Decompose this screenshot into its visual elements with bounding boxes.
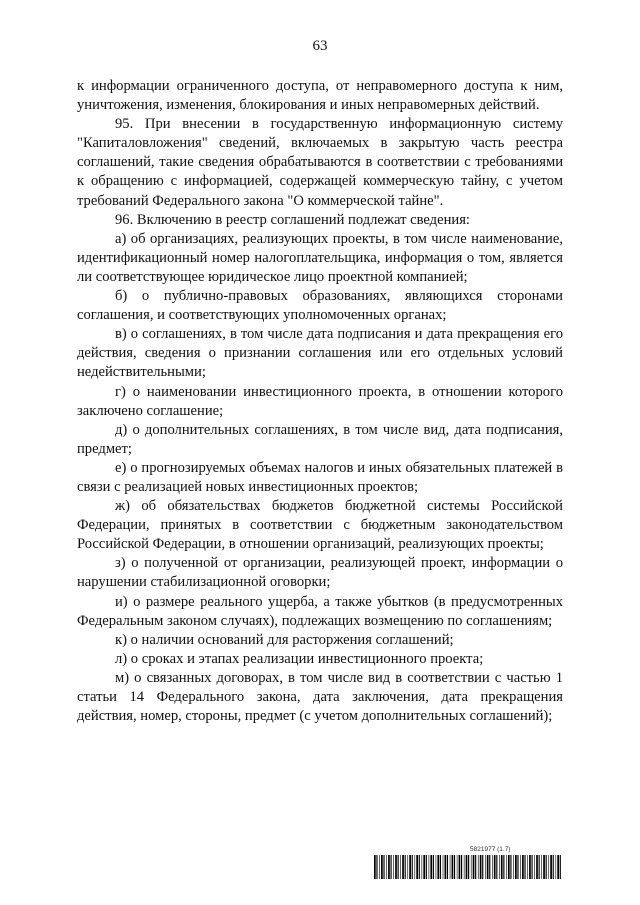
paragraph: к информации ограниченного доступа, от неправомерного доступа к ним, уничтожения, изменения, блокирования и иных неправомерных действий. [77, 78, 563, 114]
list-item-m: м) о связанных договорах, в том числе вид в соответствии с частью 1 статьи 14 Федерального закона, дата заключения, дата прекращения действия, номер, стороны, предмет (с учетом дополнительных соглашений); [77, 669, 563, 725]
list-item-v: в) о соглашениях, в том числе дата подписания и дата прекращения его действия, сведения о признании соглашения или его отдельных условий недействительными; [77, 326, 563, 381]
list-item-zh: ж) об обязательствах бюджетов бюджетной системы Российской Федерации, принятых в соответствии с бюджетным законодательством Российской Федерации, в отношении организаций, реализующих проекты; [77, 498, 563, 553]
list-item-b: б) о публично-правовых образованиях, являющихся сторонами соглашения, и соответствующих уполномоченных органах; [77, 288, 563, 324]
page-number: 63 [312, 38, 328, 54]
list-item-z: з) о полученной от организации, реализующей проект, информации о нарушении стабилизационной оговорки; [77, 555, 563, 591]
list-item-l: л) о сроках и этапах реализации инвестиционного проекта; [115, 650, 484, 667]
barcode [374, 855, 564, 879]
list-item-k: к) о наличии оснований для расторжения соглашений; [115, 631, 454, 648]
list-item-a: а) об организациях, реализующих проекты, в том числе наименование, идентификационный номер налогоплательщика, информация о том, является ли соответствующее юридическое лицо проектной компанией; [77, 230, 563, 285]
list-item-e: е) о прогнозируемых объемах налогов и иных обязательных платежей в связи с реализацией новых инвестиционных проектов; [77, 459, 563, 495]
list-item-g: г) о наименовании инвестиционного проекта, в отношении которого заключено соглашение; [77, 383, 563, 419]
document-code: 5821977 (1.7) [470, 846, 511, 853]
document-body [77, 77, 563, 726]
paragraph-96: 96. Включению в реестр соглашений подлежат сведения: [115, 211, 470, 228]
list-item-d: д) о дополнительных соглашениях, в том числе вид, дата подписания, предмет; [77, 421, 563, 457]
paragraph-95: 95. При внесении в государственную информационную систему "Капиталовложения" сведений, включаемых в закрытую часть реестра соглашений, такие сведения обрабатываются в соответствии с требованиями к обращению с информацией, содержащей коммерческую тайну, с учетом требований Федерального закона "О коммерческой тайне". [77, 116, 563, 209]
list-item-i: и) о размере реального ущерба, а также убытков (в предусмотренных Федеральным законом случаях), подлежащих возмещению по соглашениям; [77, 593, 563, 629]
